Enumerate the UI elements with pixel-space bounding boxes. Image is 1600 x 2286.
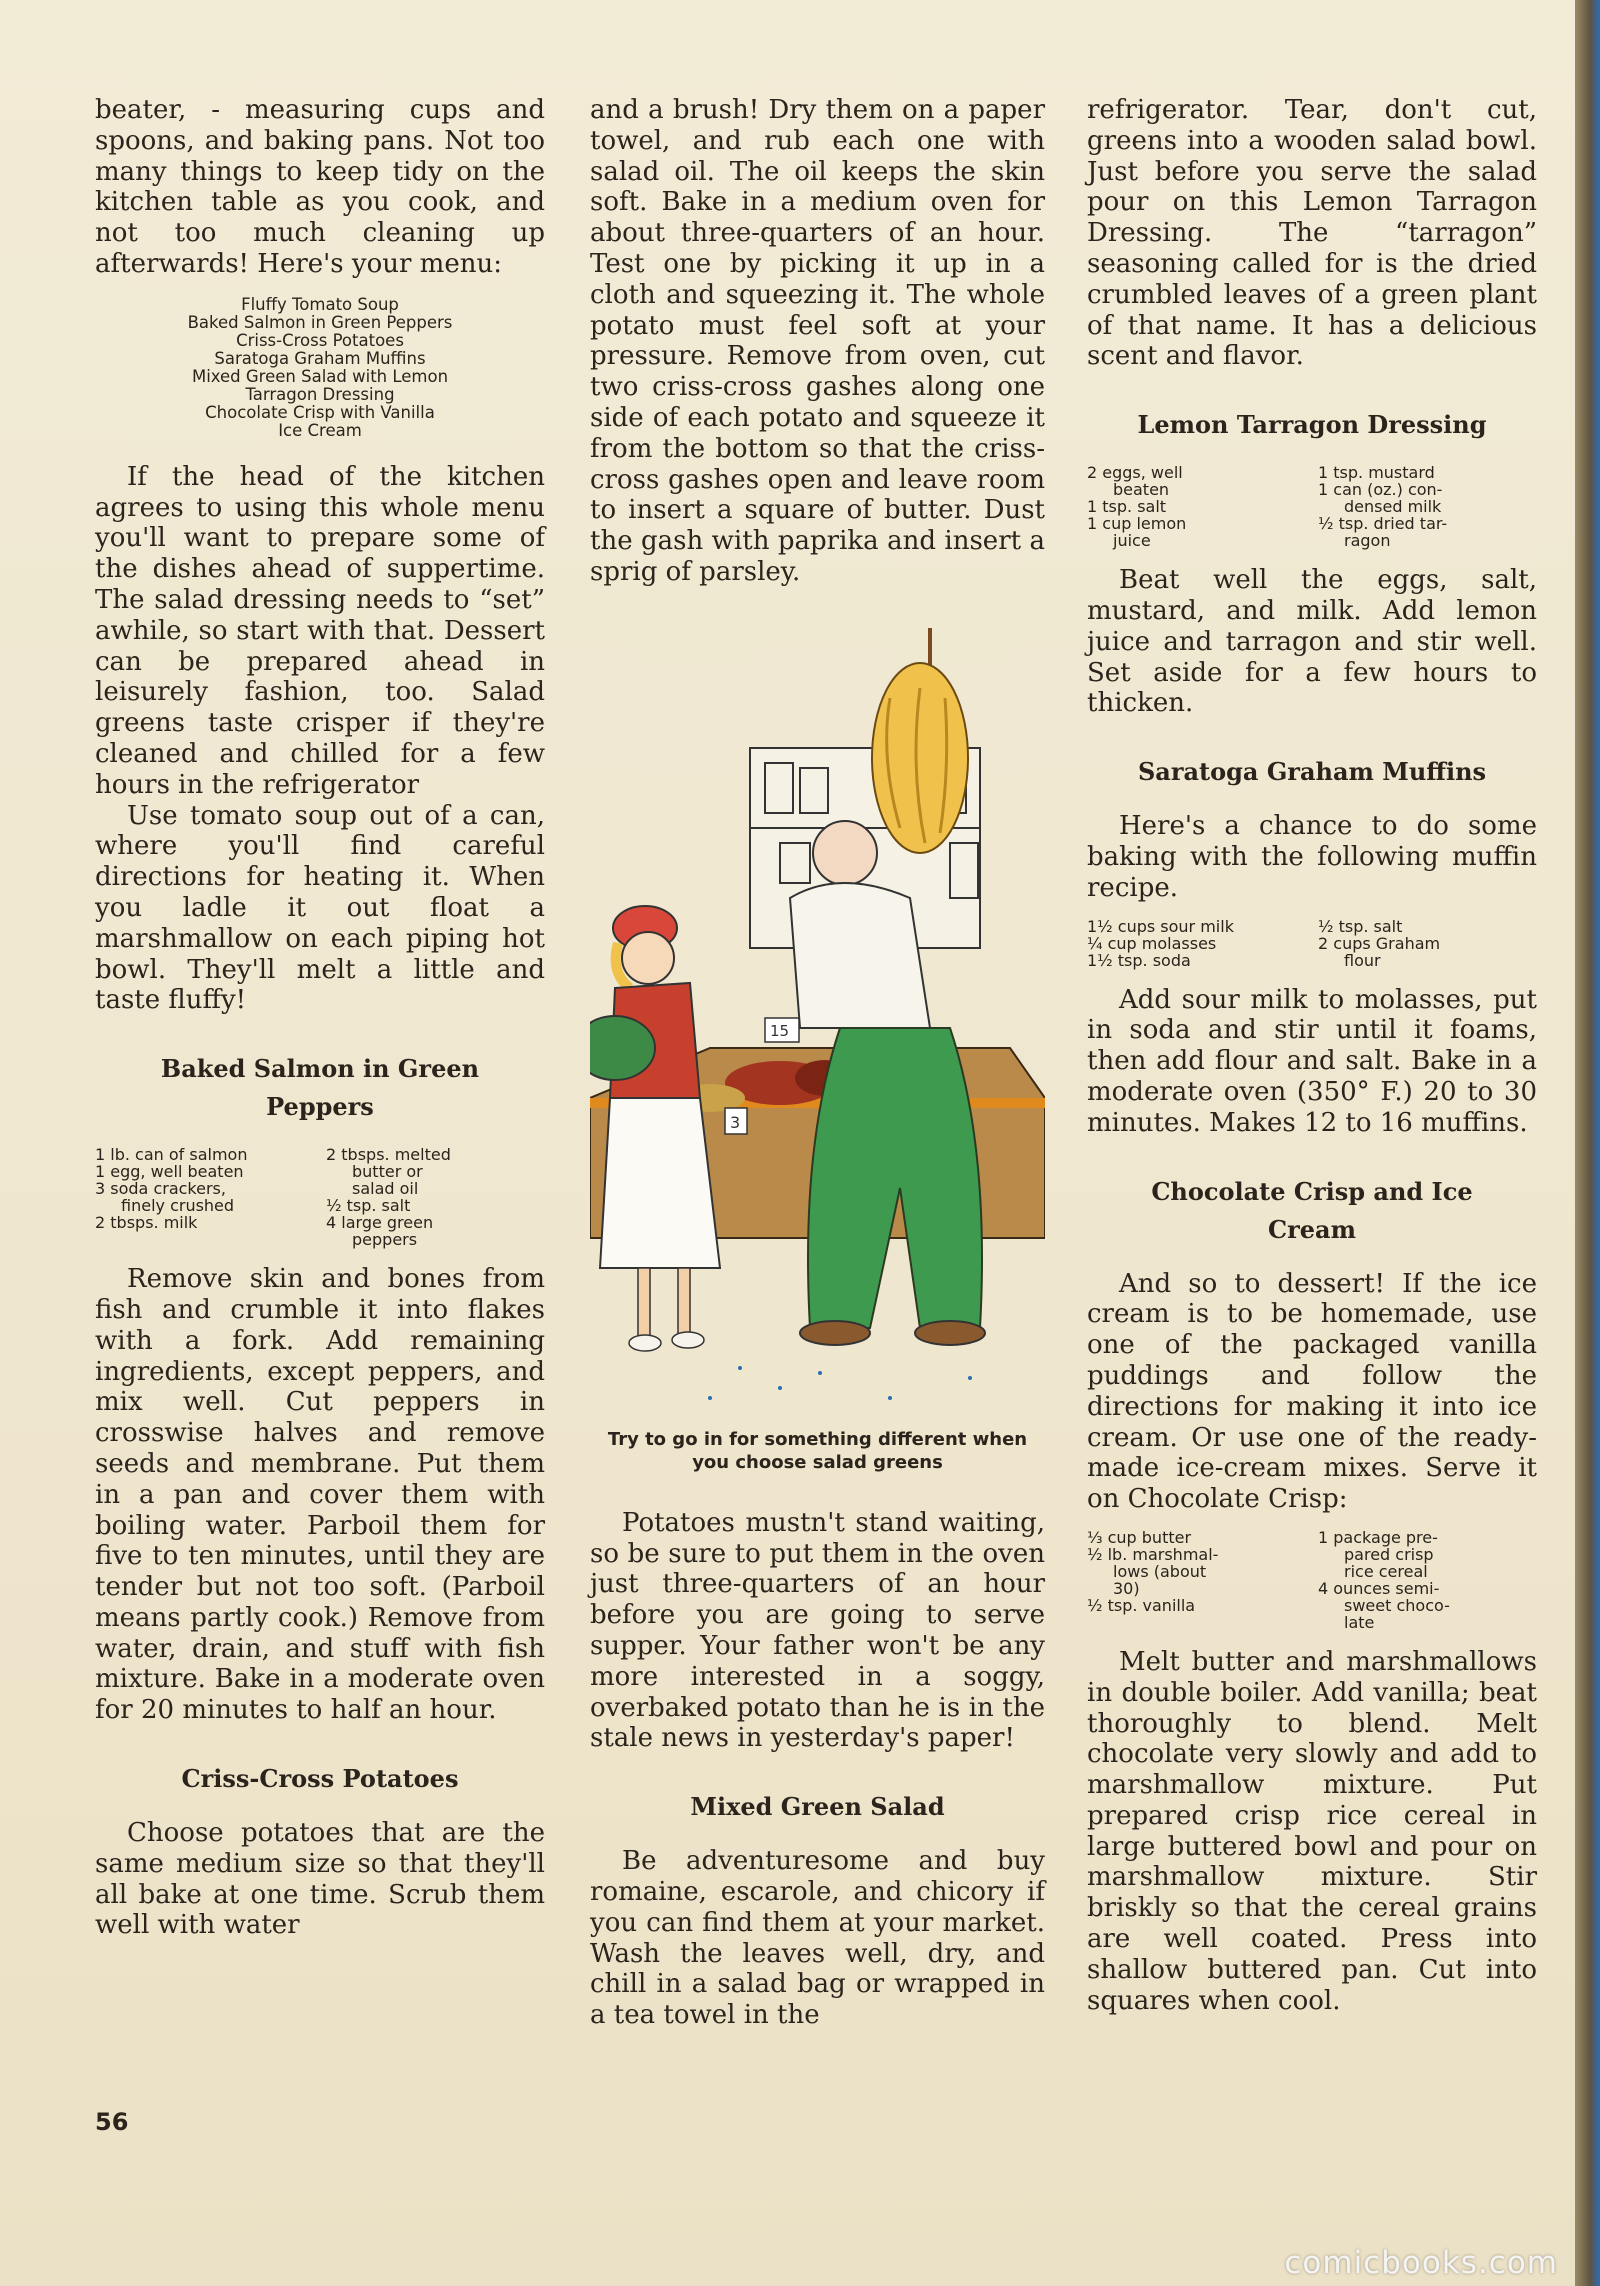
ingredient: 1½ cups sour milk (1087, 916, 1234, 936)
menu-item: Fluffy Tomato Soup (241, 294, 399, 314)
watermark-text: comicbooks.com (1284, 2245, 1558, 2281)
ingredient: 2 cups Graham (1318, 933, 1441, 953)
lemon-dressing-title: Lemon Tarragon Dressing (1137, 410, 1487, 440)
ingredient: late (1344, 1612, 1375, 1632)
ingredient: 30) (1113, 1578, 1140, 1598)
ingredient: 4 ounces semi- (1318, 1578, 1440, 1598)
soup-paragraph: Use tomato soup out of a can, where you'll find careful directions for heating it. When you ladle it out float a marshmallow on each piping hot bowl. They'll melt a little and taste fluffy! (95, 800, 545, 1016)
salmon-title-line2: Peppers (266, 1092, 374, 1122)
menu-item: Tarragon Dressing (245, 384, 395, 404)
price-tag: 3 (730, 1112, 741, 1132)
menu-item: Mixed Green Salad with Lemon (191, 366, 449, 386)
muffin-ingredients (1087, 918, 1537, 969)
ingredient: finely crushed (121, 1196, 235, 1216)
ingredient: ½ tsp. salt (1318, 916, 1403, 936)
ingredient: 2 tbsps. melted (326, 1145, 451, 1165)
ingredients-right (1318, 918, 1537, 969)
ingredient: 1 tsp. mustard (1318, 463, 1435, 483)
ingredient: ½ tsp. vanilla (1087, 1595, 1196, 1615)
chocolate-title-line2: Cream (1268, 1214, 1356, 1244)
muffin-directions: Add sour milk to molasses, put in soda and stir until it foams, then add flour and salt. Bake in a moderate oven (350° F.) 20 to 30 minutes. Makes 12 to 16 muffins. (1087, 984, 1537, 1138)
muffin-title: Saratoga Graham Muffins (1137, 757, 1487, 787)
ingredient: juice (1113, 531, 1151, 551)
salmon-directions: Remove skin and bones from fish and crumble it into flakes with a fork. Add remaining ingredients, except peppers, and mix well. Cut peppers in crosswise halves and remove seeds and membrane. Put them in a pan and cover them with boiling water. Parboil them for five to ten minutes, until they are tender but not too soft. (Parboil means partly cook.) Remove from water, drain, and stuff with fish mixture. Bake in a moderate oven for 20 minutes to half an hour. (95, 1264, 545, 1726)
caption-line2: you choose salad greens (692, 1451, 943, 1473)
ingredient: 1 cup lemon (1087, 514, 1187, 534)
intro-paragraph: beater, - measuring cups and spoons, and baking pans. Not too many things to keep tidy on the kitchen table as you cook, and not too much cleaning up afterwards! Here's your menu: (95, 95, 545, 279)
ingredient: 1 can (oz.) con- (1318, 480, 1443, 500)
ingredient: ⅓ cup butter (1087, 1527, 1192, 1547)
column-right (1087, 95, 1537, 2016)
salmon-title-line1: Baked Salmon in Green (160, 1054, 480, 1084)
page-number: 56 (95, 2108, 129, 2136)
ingredient: 1 lb. can of salmon (95, 1145, 248, 1165)
ingredient: butter or (352, 1162, 423, 1182)
ingredients-right (326, 1146, 545, 1248)
ingredient: 3 soda crackers, (95, 1179, 226, 1199)
column-middle (590, 95, 1045, 2031)
ingredient: 1½ tsp. soda (1087, 950, 1191, 970)
ingredient: sweet choco- (1344, 1595, 1450, 1615)
potato-directions: and a brush! Dry them on a paper towel, and rub each one with salad oil. The oil keeps the skin soft. Bake in a medium oven for about three-quarters of an hour. Test one by picking it up in a cloth and squeezing it. The whole potato must feel soft at your pressure. Remove from oven, cut two criss-cross gashes along one side of each potato and squeeze it from the bottom so that the criss-cross gashes open and leave room to insert a square of butter. Dust the gash with paprika and insert a sprig of parsley. (590, 95, 1045, 587)
ingredient: flour (1344, 950, 1381, 970)
salad-title: Mixed Green Salad (690, 1792, 945, 1822)
column-left (95, 95, 545, 1941)
ingredient: 4 large green (326, 1213, 434, 1233)
menu-item: Baked Salmon in Green Peppers (187, 312, 453, 332)
chocolate-title-line1: Chocolate Crisp and Ice (1151, 1176, 1473, 1206)
illustration-caption (590, 1428, 1045, 1474)
ingredients-left (1087, 1529, 1306, 1631)
ingredient: peppers (352, 1230, 418, 1250)
menu-item: Ice Cream (278, 420, 362, 440)
ingredient: 2 eggs, well (1087, 463, 1183, 483)
ingredient: 1 package pre- (1318, 1527, 1438, 1547)
salad-directions: Be adventuresome and buy romaine, escarole, and chicory if you can find them at your market. Wash the leaves well, dry, and chill in a salad bag or wrapped in a tea towel in the (590, 1846, 1045, 2031)
ingredients-right (1318, 464, 1537, 549)
ingredient: ½ lb. marshmal- (1087, 1544, 1219, 1564)
planning-paragraph: If the head of the kitchen agrees to using this whole menu you'll want to prepare some of the dishes ahead of suppertime. The salad dressing needs to “set” awhile, so start with that. Dessert can be prepared ahead in leisurely fashion, too. Salad greens taste crisper if they're cleaned and chilled for a few hours in the refrigerator (95, 461, 545, 800)
chocolate-ingredients (1087, 1529, 1537, 1631)
criss-cross-directions: Choose potatoes that are the same medium size so that they'll all bake at one time. Scrub them well with water (95, 1818, 545, 1941)
ingredient: 1 egg, well beaten (95, 1162, 244, 1182)
menu-item: Saratoga Graham Muffins (214, 348, 426, 368)
salmon-recipe-title (95, 1050, 545, 1126)
salmon-ingredients (95, 1146, 545, 1248)
ingredient: salad oil (352, 1179, 419, 1199)
lemon-ingredients (1087, 464, 1537, 549)
ingredient: beaten (1113, 480, 1170, 500)
muffin-intro: Here's a chance to do some baking with the following muffin recipe. (1087, 811, 1537, 903)
caption-line1: Try to go in for something different when (607, 1428, 1028, 1450)
criss-cross-title: Criss-Cross Potatoes (181, 1764, 459, 1794)
menu-list (95, 296, 545, 440)
ingredient: lows (about (1113, 1561, 1207, 1581)
ingredient: rice cereal (1344, 1561, 1428, 1581)
ingredient: pared crisp (1344, 1544, 1434, 1564)
menu-item: Criss-Cross Potatoes (236, 330, 404, 350)
ingredient: ½ tsp. salt (326, 1196, 411, 1216)
ingredient: ½ tsp. dried tar- (1318, 514, 1448, 534)
ingredient: ¼ cup molasses (1087, 933, 1217, 953)
price-tag: 15 (770, 1021, 790, 1040)
ingredient: 2 tbsps. milk (95, 1213, 198, 1233)
page-edge (1575, 0, 1600, 2286)
grocer-illustration (590, 628, 1045, 1428)
chocolate-directions: Melt butter and marshmallows in double boiler. Add vanilla; beat thoroughly to blend. Melt chocolate very slowly and add to marshmallow mixture. Put prepared crisp rice cereal in large buttered bowl and pour on marshmallow mixture. Stir briskly so that the cereal grains are well coated. Press into shallow buttered pan. Cut into squares when cool. (1087, 1646, 1537, 2016)
shop-scene-image (590, 628, 1045, 1428)
menu-item: Chocolate Crisp with Vanilla (205, 402, 435, 422)
ingredient: densed milk (1344, 497, 1442, 517)
ingredients-left (1087, 918, 1306, 969)
salad-continued: refrigerator. Tear, don't cut, greens into a wooden salad bowl. Just before you serve the salad pour on this Lemon Tarragon Dressing. The “tarragon” seasoning called for is the dried crumbled leaves of a green plant of that name. It has a delicious scent and flavor. (1087, 95, 1537, 372)
ingredient: ragon (1344, 531, 1391, 551)
ingredients-right (1318, 1529, 1537, 1631)
ingredients-left (95, 1146, 314, 1248)
ingredient: 1 tsp. salt (1087, 497, 1167, 517)
dessert-intro: And so to dessert! If the ice cream is to be homemade, use one of the packaged vanilla puddings and follow the directions for making it into ice cream. Or use one of the ready-made ice-cream mixes. Serve it on Chocolate Crisp: (1087, 1268, 1537, 1515)
chocolate-crisp-title (1087, 1173, 1537, 1249)
ingredients-left (1087, 464, 1306, 549)
lemon-directions: Beat well the eggs, salt, mustard, and milk. Add lemon juice and tarragon and stir well. Set aside for a few hours to thicken. (1087, 565, 1537, 719)
potatoes-timing-paragraph: Potatoes mustn't stand waiting, so be sure to put them in the oven just three-quarters of an hour before you are going to serve supper. Your father won't be any more interested in a soggy, overbaked potato than he is in the stale news in yesterday's paper! (590, 1507, 1045, 1754)
